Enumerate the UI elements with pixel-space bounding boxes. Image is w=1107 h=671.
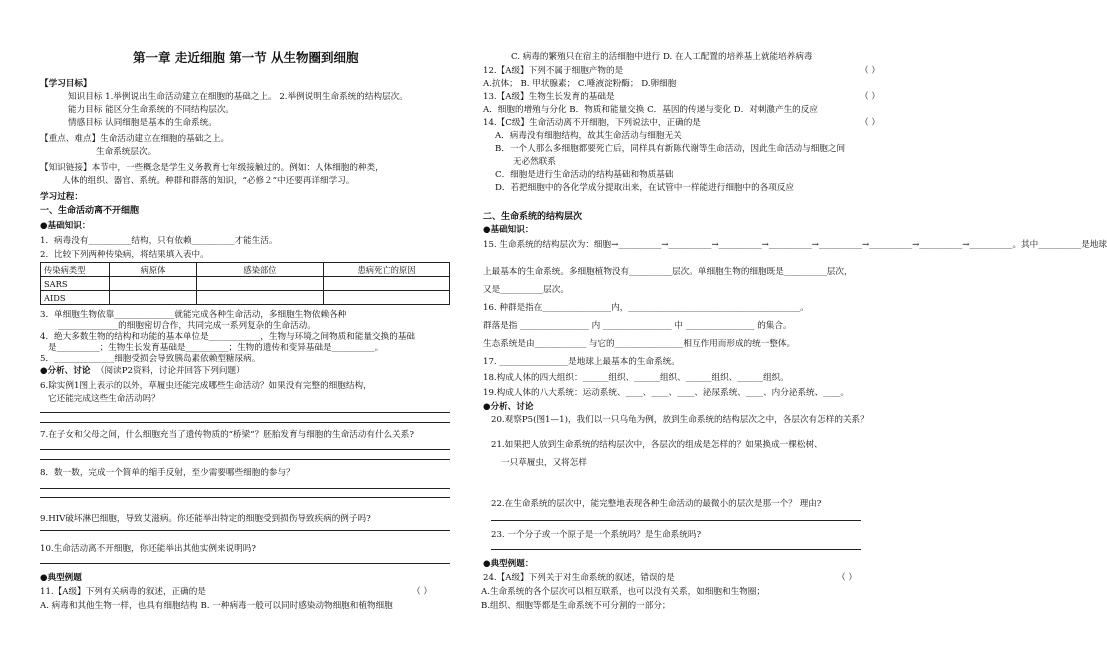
table-cell-blank[interactable]: [110, 277, 197, 291]
question-4b: 是__________；生物生长发育基础是__________；生物的遗传和变异基础是__________。: [48, 343, 384, 353]
question-11-options-cd: C. 病毒的繁殖只在宿主的活细胞中进行 D. 在人工配置的培养基上就能培养病毒: [511, 52, 813, 62]
table-cell-blank[interactable]: [197, 277, 324, 291]
question-2: 2．比较下列两种传染病，将结果填入表中。: [40, 250, 209, 260]
question-11: 11.【A级】下列有关病毒的叙述，正确的是: [40, 587, 206, 597]
question-14-option-d: D．若把细胞中的各化学成分提取出来，在试管中一样能进行细胞中的各项反应: [495, 183, 795, 193]
question-19: 19.构成人体的八大系统：运动系统、____、____、____、泌尿系统、____、内分泌系统、____。: [483, 388, 850, 398]
answer-paren[interactable]: （ ）: [412, 587, 432, 597]
goal-emotion: 情感目标 认同细胞是基本的生命系统。: [68, 118, 217, 128]
key-points: 【重点、难点】生命活动建立在细胞的基础之上。: [40, 134, 230, 144]
knowledge-link-2: 人体的组织、器官、系统。种群和群落的知识，“必修２”中还要再详细学习。: [62, 176, 355, 186]
question-15-line3: 又是__________层次。: [483, 285, 569, 295]
key-points-2: 生命系统层次。: [96, 147, 157, 157]
question-18: 18.构成人体的四大组织：______组织、______组织、______组织、______组织。: [483, 373, 789, 383]
question-13: 13.【A级】生物生长发育的基础是: [483, 92, 615, 102]
question-24-option-b: B.组织、细胞等都是生命系统不可分割的一部分；: [481, 601, 671, 611]
table-cell-blank[interactable]: [324, 277, 450, 291]
table-header-cell: 患病死亡的原因: [324, 263, 450, 277]
answer-line[interactable]: [40, 459, 450, 460]
question-10: 10.生命活动离不开细胞，你还能举出其他实例来说明吗?: [40, 544, 256, 554]
table-cell-blank[interactable]: [110, 291, 197, 305]
question-12: 12.【A级】下列不属于细胞产物的是: [483, 66, 624, 76]
table-row: [41, 291, 450, 305]
question-14-option-b2: 无必然联系: [513, 157, 556, 167]
table-cell: SARS: [41, 277, 110, 291]
question-7: 7.在子女和父母之间，什么细胞充当了遗传物质的“桥梁”？胚胎发育与细胞的生命活动有什么关系?: [40, 430, 414, 440]
question-24-option-a: A.生命系统的各个层次可以相互联系，也可以没有关系，如细胞和生物圈；: [481, 587, 765, 597]
answer-paren[interactable]: （ ）: [860, 66, 880, 76]
table-cell-blank[interactable]: [197, 291, 324, 305]
question-24: 24.【A级】下列关于对生命系统的叙述，错误的是: [483, 573, 675, 583]
question-3a: 3．单细胞生物依靠______________就能完成各种生命活动，多细胞生物依赖各种: [40, 310, 347, 320]
table-header-cell: 传染病类型: [41, 263, 110, 277]
question-1: 1．病毒没有__________结构，只有依赖__________才能生活。: [40, 236, 278, 246]
question-12-options: A.抗体； B. 甲状腺素； C.唾液淀粉酶； D.卵细胞: [483, 79, 677, 89]
question-15-line1: 15. 生命系统的结构层次为：细胞→__________→__________→__________→__________→__________→__________→__________→__________。其中__________是地球: [483, 240, 1107, 250]
question-6b: 它还能完成这些生命活动吗？: [48, 394, 160, 404]
answer-line[interactable]: [491, 549, 861, 550]
question-16-line3: 生态系统是由____________ 与它的________________相互作用而形成的统一整体。: [483, 339, 796, 349]
question-14-option-c: C．细胞是进行生命活动的结构基础和物质基础: [495, 170, 674, 180]
question-20: 20.观察P5(图1—1)，我们以一只乌龟为例，放到生命系统的结构层次之中，各层次有怎样的关系？: [491, 415, 869, 425]
question-6a: 6.除实例1图上表示的以外，草履虫还能完成哪些生命活动？如果没有完整的细胞结构，: [40, 381, 372, 391]
discussion-heading: ●分析、讨论: [483, 402, 534, 412]
question-11-options-ab: A. 病毒和其他生物一样，也具有细胞结构 B. 一种病毒一般可以同时感染动物细胞和植物细胞: [40, 601, 393, 611]
question-15-line2: 上最基本的生命系统。多细胞植物没有__________层次。单细胞生物的细胞既是__________层次，: [483, 267, 853, 277]
typical-examples-heading: ●典型例题：: [483, 559, 534, 569]
question-13-options: A．细胞的增殖与分化 B．物质和能量交换 C．基因的传递与变化 D．对刺激产生的反应: [483, 105, 818, 115]
basic-knowledge-heading: ●基础知识：: [40, 221, 91, 231]
answer-line[interactable]: [40, 497, 450, 498]
part2-heading: 二、生命系统的结构层次: [483, 212, 583, 222]
goal-ability: 能力目标 能区分生命系统的不同结构层次。: [68, 105, 235, 115]
question-16-line1: 16. 种群是指在________________内，________________________________________。: [483, 303, 809, 313]
question-9: 9.HIV破坏淋巴细胞，导致艾滋病。你还能举出特定的细胞受到损伤导致疾病的例子吗?: [40, 514, 371, 524]
answer-paren[interactable]: （ ）: [837, 573, 857, 583]
discussion-heading: ●分析、讨论 （阅读P2资料，讨论并回答下列问题）: [40, 366, 245, 376]
question-21a: 21.如果把人放到生命系统的结构层次中，各层次的组成是怎样的？如果换成一棵松树、: [491, 440, 823, 450]
answer-line[interactable]: [40, 488, 450, 489]
table-header-cell: 感染部位: [197, 263, 324, 277]
table-cell-blank[interactable]: [324, 291, 450, 305]
answer-line[interactable]: [40, 563, 450, 564]
answer-line[interactable]: [491, 520, 861, 521]
question-3b: ______________的细胞密切合作，共同完成一系列复杂的生命活动。: [58, 321, 316, 331]
question-22: 22.在生命系统的层次中，能完整地表现各种生命活动的最微小的层次是那一个？ 理由?: [491, 499, 822, 509]
part1-heading: 一、生命活动离不开细胞: [40, 206, 140, 216]
answer-paren[interactable]: （ ）: [860, 118, 880, 128]
table-cell: AIDS: [41, 291, 110, 305]
question-21b: 一只草履虫，又将怎样: [501, 458, 587, 468]
table-header-row: [41, 263, 450, 277]
table-header-cell: 病原体: [110, 263, 197, 277]
question-14: 14.【C级】生命活动离不开细胞，下列说法中，正确的是: [483, 118, 701, 128]
disease-table: [40, 262, 450, 305]
answer-line[interactable]: [40, 449, 450, 450]
question-23: 23. 一个分子或一个原子是一个系统吗？是生命系统吗?: [491, 530, 702, 540]
question-8: 8．数一数，完成一个简单的缩手反射，至少需要哪些细胞的参与？: [40, 468, 295, 478]
basic-knowledge-heading: ●基础知识：: [483, 225, 534, 235]
page-title: 第一章 走近细胞 第一节 从生物圈到细胞: [133, 50, 359, 65]
typical-examples-heading: ●典型例题: [40, 573, 82, 583]
question-4a: 4．绝大多数生物的结构和功能的基本单位是____________，生物与环境之间物质和能量交换的基础: [40, 332, 416, 342]
question-16-line2: 群落是指 ________________ 内 ________________ 中 ________________ 的集合。: [483, 321, 792, 331]
process-heading: 学习过程：: [40, 192, 83, 202]
table-row: [41, 277, 450, 291]
answer-line[interactable]: [40, 422, 450, 423]
question-14-option-b: B．一个人那么多细胞都要死亡后，同样具有新陈代谢等生命活动，因此生命活动与细胞之间: [495, 144, 846, 154]
knowledge-link-1: 【知识链接】本节中，一些概念是学生义务教育七年级接触过的。例如：人体细胞的种类，: [40, 163, 384, 173]
question-17: 17. ________________是地球上最基本的生命系统。: [483, 357, 680, 367]
goals-heading: 【学习目标】: [40, 79, 92, 89]
answer-line[interactable]: [40, 412, 450, 413]
answer-line[interactable]: [40, 530, 450, 531]
question-14-option-a: A．病毒没有细胞结构，故其生命活动与细胞无关: [495, 131, 682, 141]
question-5: 5．______________细胞受损会导致胰岛素依赖型糖尿病。: [40, 354, 261, 364]
answer-paren[interactable]: （ ）: [860, 92, 880, 102]
goal-knowledge: 知识目标 1.举例说出生命活动建立在细胞的基础之上。 2.举例说明生命系统的结构层次。: [68, 92, 408, 102]
